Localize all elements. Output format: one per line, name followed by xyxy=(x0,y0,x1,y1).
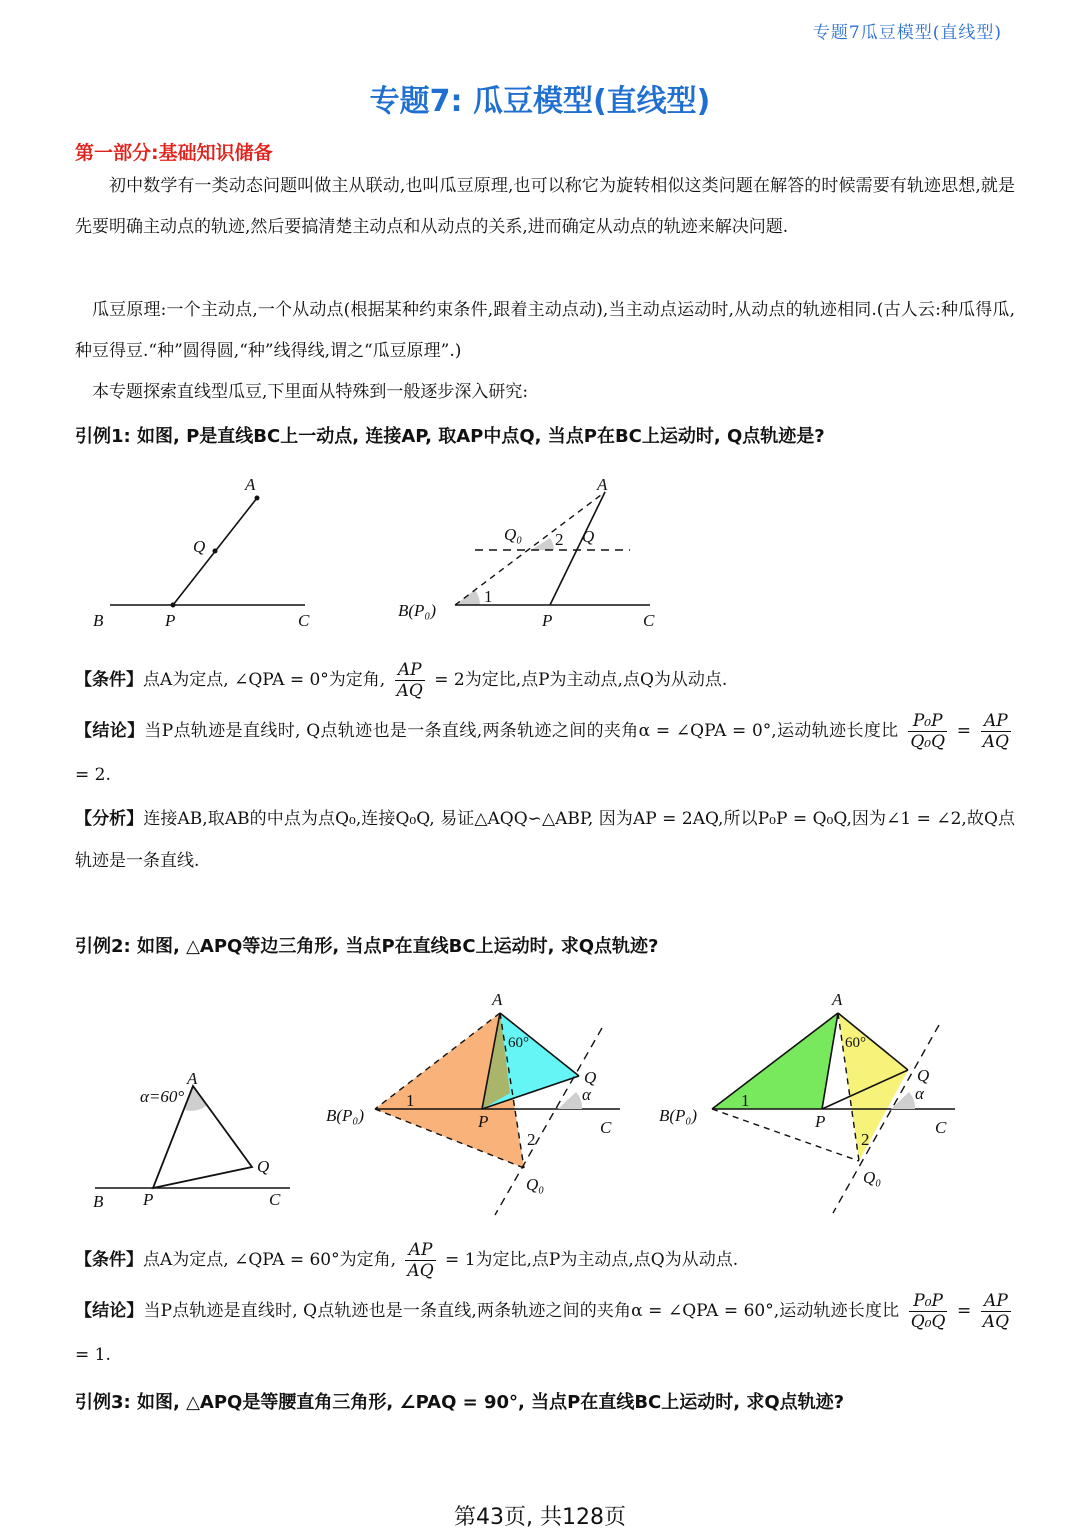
page-title: 专题7: 瓜豆模型(直线型) xyxy=(369,84,711,119)
label-b-p0: B(P₀) xyxy=(326,1106,365,1125)
example3-question: 引例3: 如图, △APQ是等腰直角三角形, ∠PAQ = 90°, 当点P在直线BC上运动时, 求Q点轨迹? xyxy=(75,1392,845,1413)
condition-text-b: = 2为定比,点P为主动点,点Q为从动点. xyxy=(434,670,728,690)
fraction-denominator: Q₀Q xyxy=(910,732,946,752)
label-a: A xyxy=(245,475,256,494)
condition-tag: 【条件】 xyxy=(75,670,143,690)
label-q: Q xyxy=(193,537,206,556)
label-c: C xyxy=(643,611,655,630)
label-q: Q xyxy=(917,1066,930,1085)
example1-figure-1 xyxy=(85,470,335,635)
label-p: P xyxy=(815,1112,826,1131)
label-q: Q xyxy=(257,1157,270,1176)
ratio-fraction xyxy=(981,711,1011,752)
intro-paragraph-2: 瓜豆原理:一个主动点,一个从动点(根据某种约束条件,跟着主动点动),当主动点运动时,从动点的轨迹相同.(古人云:种瓜得瓜,种豆得豆.“种”圆得圆,“种”线得线,谓之“瓜豆原理”.) xyxy=(75,300,1015,361)
angle-2-mark xyxy=(531,538,554,550)
label-q0: Q₀ xyxy=(863,1168,882,1187)
intro-paragraph-3: 本专题探索直线型瓜豆,下里面从特殊到一般逐步深入研究: xyxy=(92,382,529,402)
label-alpha: α xyxy=(915,1084,924,1103)
label-b: B xyxy=(93,611,104,630)
page-footer: 第43页, 共128页 xyxy=(454,1505,626,1530)
label-q: Q xyxy=(584,1068,597,1087)
label-angle-1: 1 xyxy=(406,1091,415,1110)
label-angle-2: 2 xyxy=(861,1130,870,1149)
label-c: C xyxy=(298,611,310,630)
label-c: C xyxy=(935,1118,947,1137)
fraction-denominator: Q₀Q xyxy=(910,1312,946,1332)
example1-condition xyxy=(75,660,727,701)
condition-text-b: = 1为定比,点P为主动点,点Q为从动点. xyxy=(445,1250,739,1270)
example1-figure-2 xyxy=(390,470,680,640)
example1-question: 引例1: 如图, P是直线BC上一动点, 连接AP, 取AP中点Q, 当点P在BC上运动时, Q点轨迹是? xyxy=(75,426,825,447)
label-p: P xyxy=(478,1112,489,1131)
label-angle-2: 2 xyxy=(555,530,564,549)
analysis-tag: 【分析】 xyxy=(75,809,144,829)
condition-tag: 【条件】 xyxy=(75,1250,143,1270)
section-heading: 第一部分:基础知识储备 xyxy=(75,142,273,164)
label-angle-1: 1 xyxy=(741,1091,750,1110)
label-alpha: α=60° xyxy=(140,1087,185,1106)
ratio-fraction xyxy=(395,660,425,701)
conclusion-text-b: = 1. xyxy=(75,1345,111,1365)
conclusion-text-b: = 2. xyxy=(75,765,111,785)
intro-paragraph-1: 初中数学有一类动态问题叫做主从联动,也叫瓜豆原理,也可以称它为旋转相似这类问题在解答的时候需要有轨迹思想,就是先要明确主动点的轨迹,然后要搞清楚主动点和从动点的关系,进而确定从动点的轨迹来解决问题. xyxy=(75,176,1015,237)
fraction-denominator: AQ xyxy=(396,681,423,701)
label-b-p0: B(P₀) xyxy=(659,1106,698,1125)
label-p: P xyxy=(143,1190,154,1209)
fraction-numerator: AP xyxy=(395,660,425,681)
segment-bq0-dashed xyxy=(712,1109,859,1161)
label-60-degrees: 60° xyxy=(845,1035,866,1051)
ratio-fraction xyxy=(405,1240,435,1281)
length-ratio-fraction xyxy=(909,1291,948,1332)
conclusion-tag: 【结论】 xyxy=(75,1301,144,1321)
fraction-numerator: P₀P xyxy=(908,711,947,732)
example2-conclusion: 【结论】当P点轨迹是直线时, Q点轨迹也是一条直线,两条轨迹之间的夹角α = ∠QPA = 60°,运动轨迹长度比 $\frac{\text{P₀P}}{\text{Q₀Q}}$ = $\frac{AP}{AQ}$ = 1. xyxy=(75,1291,1010,1365)
label-a: A xyxy=(187,1069,198,1088)
label-p: P xyxy=(542,611,553,630)
ratio-fraction xyxy=(981,1291,1011,1332)
label-b: B xyxy=(93,1192,104,1211)
label-a: A xyxy=(832,990,843,1009)
label-q0: Q₀ xyxy=(526,1175,545,1194)
fraction-denominator: AQ xyxy=(982,1312,1010,1332)
fraction-numerator: AP xyxy=(405,1240,435,1261)
example2-figure-2 xyxy=(320,985,630,1220)
condition-text-a: 点A为定点, ∠QPA = 60°为定角, xyxy=(143,1250,397,1270)
example1-analysis xyxy=(75,798,1015,882)
fraction-denominator: AQ xyxy=(407,1261,434,1281)
length-ratio-fraction xyxy=(908,711,947,752)
fraction-denominator: AQ xyxy=(982,732,1009,752)
label-angle-2: 2 xyxy=(527,1130,536,1149)
label-c: C xyxy=(600,1118,612,1137)
label-a: A xyxy=(492,990,503,1009)
conclusion-tag: 【结论】 xyxy=(75,721,145,741)
label-b-p0: B(P₀) xyxy=(398,601,437,620)
label-q0: Q₀ xyxy=(504,525,523,544)
analysis-text: 连接AB,取AB的中点为点Q₀,连接Q₀Q, 易证△AQQ∽△ABP, 因为AP = 2AQ,所以P₀P = Q₀Q,因为∠1 = ∠2,故Q点轨迹是一条直线. xyxy=(75,809,1016,871)
point-a xyxy=(255,496,260,501)
segment-ab-dashed xyxy=(455,492,605,605)
fraction-numerator: P₀P xyxy=(909,1291,948,1312)
point-q xyxy=(213,549,218,554)
example2-condition xyxy=(75,1240,738,1281)
label-alpha: α xyxy=(582,1085,591,1104)
fraction-numerator: AP xyxy=(981,1291,1011,1312)
conclusion-text-a: 当P点轨迹是直线时, Q点轨迹也是一条直线,两条轨迹之间的夹角α = ∠QPA = 60°,运动轨迹长度比 xyxy=(143,1301,900,1321)
label-a: A xyxy=(597,475,608,494)
conclusion-text-a: 当P点轨迹是直线时, Q点轨迹也是一条直线,两条轨迹之间的夹角α = ∠QPA = 0°,运动轨迹长度比 xyxy=(144,721,899,741)
angle-alpha-mark xyxy=(558,1092,582,1109)
label-c: C xyxy=(269,1190,281,1209)
fraction-numerator: AP xyxy=(981,711,1011,732)
example2-question: 引例2: 如图, △APQ等边三角形, 当点P在直线BC上运动时, 求Q点轨迹? xyxy=(75,936,659,957)
label-60-degrees: 60° xyxy=(508,1035,529,1051)
example2-figure-1 xyxy=(85,1060,305,1220)
label-angle-1: 1 xyxy=(484,587,493,606)
label-p: P xyxy=(165,611,176,630)
condition-text-a: 点A为定点, ∠QPA = 0°为定角, xyxy=(143,670,386,690)
header-tag: 专题7瓜豆模型(直线型) xyxy=(812,23,1002,43)
label-q: Q xyxy=(582,527,595,546)
example2-figure-3 xyxy=(655,985,965,1220)
example1-conclusion: 【结论】当P点轨迹是直线时, Q点轨迹也是一条直线,两条轨迹之间的夹角α = ∠QPA = 0°,运动轨迹长度比 $\frac{\text{P₀P}}{\text{Q₀Q}}$ = $\frac{AP}{AQ}$ = 2. xyxy=(75,711,1009,785)
point-p xyxy=(171,603,176,608)
